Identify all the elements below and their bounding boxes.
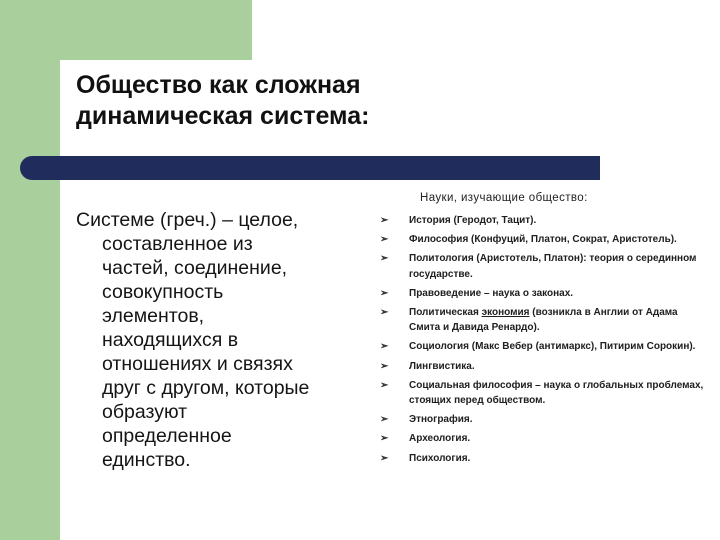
arrow-bullet-icon: ➢ xyxy=(380,287,389,299)
science-item xyxy=(380,359,705,374)
arrow-bullet-icon: ➢ xyxy=(380,433,389,445)
economy-link[interactable]: экономия xyxy=(481,307,530,319)
definition-line: находящихся в xyxy=(102,329,239,351)
arrow-bullet-icon: ➢ xyxy=(380,215,389,226)
sciences-list xyxy=(380,213,705,470)
definition-line: отношениях и связях xyxy=(102,353,293,375)
arrow-bullet-icon: ➢ xyxy=(380,414,389,426)
title-line-1: Общество как сложная xyxy=(76,71,361,99)
science-item-text: Правоведение – наука о законах. xyxy=(409,287,574,299)
science-item xyxy=(380,339,705,354)
science-item-text: Психология. xyxy=(409,452,471,464)
arrow-bullet-icon: ➢ xyxy=(380,341,389,353)
arrow-bullet-icon: ➢ xyxy=(380,379,389,391)
definition-line: составленное из xyxy=(102,233,253,255)
definition-line: друг с другом, которые xyxy=(102,377,310,399)
science-item-text: Социальная философия – наука о глобальных проблемах, стоящих перед обществом. xyxy=(409,379,704,407)
system-definition xyxy=(76,208,366,472)
science-item xyxy=(380,431,705,446)
science-item xyxy=(380,305,705,335)
science-item-text: Археология. xyxy=(409,433,471,445)
science-item xyxy=(380,378,705,408)
science-item xyxy=(380,412,705,427)
science-item-text: (возникла в Англии от Адама Смита и Давида Ренардо). xyxy=(409,307,678,334)
science-item-text: История (Геродот, Тацит). xyxy=(409,215,537,226)
science-item-text: Социология (Макс Вебер (антимаркс), Питирим Сорокин). xyxy=(409,341,696,353)
science-item-text: Этнография. xyxy=(409,414,473,426)
definition-line: частей, соединение, xyxy=(102,257,288,279)
science-item xyxy=(380,251,705,281)
title-line-2: динамическая система: xyxy=(76,102,370,130)
arrow-bullet-icon: ➢ xyxy=(380,360,389,372)
title-divider-bar xyxy=(20,156,600,180)
science-item xyxy=(380,451,705,466)
science-item xyxy=(380,213,705,228)
science-item-text: Политическая xyxy=(409,307,482,319)
definition-line: элементов, xyxy=(102,305,205,327)
slide-title xyxy=(76,70,636,132)
science-item xyxy=(380,286,705,301)
science-item xyxy=(380,232,705,247)
definition-line: совокупность xyxy=(102,281,224,303)
definition-line: определенное xyxy=(102,425,232,447)
science-item-text: Лингвистика. xyxy=(409,360,475,372)
science-item-text: Политология (Аристотель, Платон): теория о серединном государстве. xyxy=(409,253,697,280)
definition-line: единство. xyxy=(102,449,191,471)
arrow-bullet-icon: ➢ xyxy=(380,307,389,319)
science-item-text: Философия (Конфуций, Платон, Сократ, Аристотель). xyxy=(409,234,677,246)
sciences-heading: Науки, изучающие общество: xyxy=(420,192,588,204)
arrow-bullet-icon: ➢ xyxy=(380,253,389,265)
definition-line: образуют xyxy=(102,401,188,423)
definition-line-1: Системе (греч.) – целое, xyxy=(76,209,299,231)
arrow-bullet-icon: ➢ xyxy=(380,234,389,246)
arrow-bullet-icon: ➢ xyxy=(380,452,389,464)
definition-continuation xyxy=(76,232,366,472)
